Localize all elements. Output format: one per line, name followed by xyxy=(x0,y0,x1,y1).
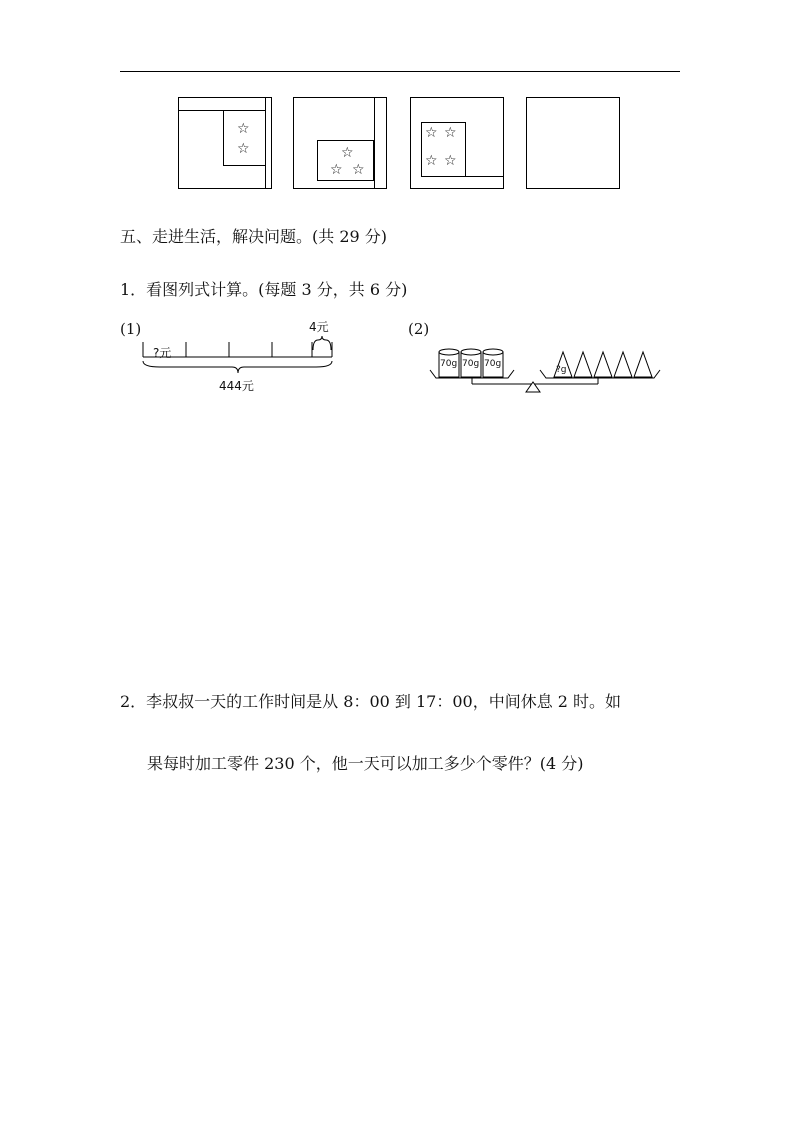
q1-part1-unknown-label: ?元 xyxy=(153,346,172,360)
star-icon: ☆ xyxy=(352,162,365,178)
q1-part1-extra-label: 4元 xyxy=(309,320,329,334)
star-icon: ☆ xyxy=(330,162,343,178)
weight-label: 70g xyxy=(484,359,502,369)
star-icon: ☆ xyxy=(444,125,457,141)
star-icon: ☆ xyxy=(237,141,250,157)
q1-part1-label: (1) xyxy=(120,320,142,338)
star-icon: ☆ xyxy=(425,153,438,169)
question-2-line-2: 果每时加工零件 230 个，他一天可以加工多少个零件？(4 分) xyxy=(147,754,584,773)
star-icon: ☆ xyxy=(341,145,354,161)
star-icon: ☆ xyxy=(237,121,250,137)
star-icon: ☆ xyxy=(444,153,457,169)
weight-label: 70g xyxy=(462,359,480,369)
question-2-line-1: 2．李叔叔一天的工作时间是从 8：00 到 17：00，中间休息 2 时。如 xyxy=(120,692,622,711)
question-1-title: 1．看图列式计算。(每题 3 分，共 6 分) xyxy=(120,280,408,299)
cone-unknown-label: ?g xyxy=(556,365,567,375)
weight-label: 70g xyxy=(440,359,458,369)
star-icon: ☆ xyxy=(425,125,438,141)
q1-part1-total-label: 444元 xyxy=(219,379,254,393)
section-five-heading: 五、走进生活，解决问题。(共 29 分) xyxy=(120,227,388,246)
q1-part2-label: (2) xyxy=(408,320,430,338)
